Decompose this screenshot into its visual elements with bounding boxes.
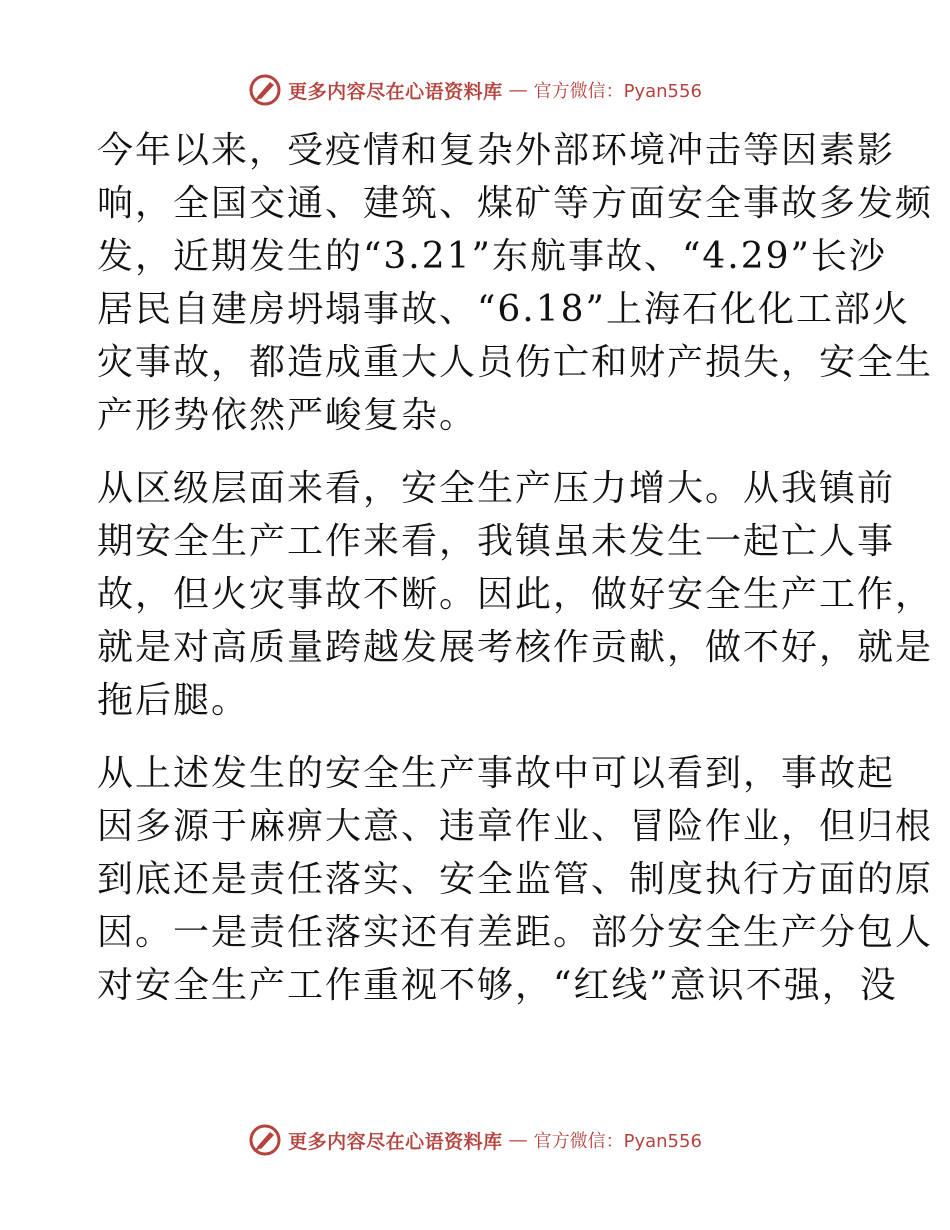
text-line: 对安全生产工作重视不够，“红线”意识不强，没 bbox=[97, 965, 898, 1006]
text-line: 灾事故，都造成重大人员伤亡和财产损失，安全生 bbox=[97, 342, 934, 383]
text-line: 拖后腿。 bbox=[97, 680, 250, 721]
header-banner-text: 更多内容尽在心语资料库 bbox=[288, 80, 503, 103]
paragraph-1 bbox=[97, 124, 934, 442]
text-line: 到底还是责任落实、安全监管、制度执行方面的原 bbox=[97, 859, 934, 900]
text-line: 因。一是责任落实还有差距。部分安全生产分包人 bbox=[97, 912, 934, 953]
text-line: 响，全国交通、建筑、煤矿等方面安全事故多发频 bbox=[97, 183, 934, 224]
header-banner-dash: — bbox=[508, 79, 528, 101]
header-banner bbox=[0, 70, 950, 110]
text-line: 产形势依然严峻复杂。 bbox=[97, 395, 478, 436]
paragraph-3 bbox=[97, 747, 934, 1012]
brand-logo-icon bbox=[248, 1123, 282, 1157]
footer-banner-wechat: 官方微信：Pyan556 bbox=[533, 1131, 702, 1152]
text-line: 期安全生产工作来看，我镇虽未发生一起亡人事 bbox=[97, 521, 896, 562]
text-line: 今年以来，受疫情和复杂外部环境冲击等因素影 bbox=[97, 130, 896, 171]
header-banner-wechat: 官方微信：Pyan556 bbox=[533, 81, 702, 102]
paragraph-2 bbox=[97, 462, 934, 727]
text-line: 居民自建房坍塌事故、“6.18”上海石化化工部火 bbox=[97, 289, 910, 330]
document-body bbox=[97, 124, 934, 1032]
brand-logo-icon bbox=[248, 73, 282, 107]
text-line: 就是对高质量跨越发展考核作贡献，做不好，就是 bbox=[97, 627, 934, 668]
text-line: 故，但火灾事故不断。因此，做好安全生产工作， bbox=[97, 574, 934, 615]
footer-banner bbox=[0, 1120, 950, 1160]
text-line: 从上述发生的安全生产事故中可以看到，事故起 bbox=[97, 753, 896, 794]
text-line: 从区级层面来看，安全生产压力增大。从我镇前 bbox=[97, 468, 896, 509]
footer-banner-dash: — bbox=[508, 1129, 528, 1151]
text-line: 因多源于麻痹大意、违章作业、冒险作业，但归根 bbox=[97, 806, 934, 847]
footer-banner-text: 更多内容尽在心语资料库 bbox=[288, 1130, 503, 1153]
text-line: 发，近期发生的“3.21”东航事故、“4.29”长沙 bbox=[97, 236, 887, 277]
